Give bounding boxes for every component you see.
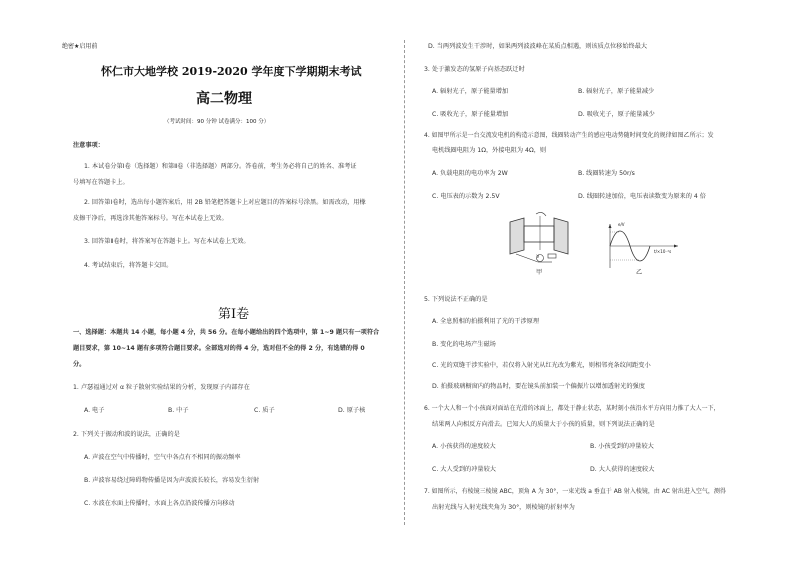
figure-yi-label: 乙 [636, 269, 643, 276]
exam-info: （考试时间：90 分钟 试卷满分：100 分） [164, 119, 270, 125]
q2-stem: 2. 下列关于振动和波的说法，正确的是 [73, 431, 180, 438]
column-divider [404, 40, 405, 525]
q1-stem: 1. 卢瑟福通过对 α 粒子散射实验结果的分析，发现原子内部存在 [73, 384, 250, 391]
notes-heading: 注意事项： [73, 142, 104, 149]
q4-stem-line: 4. 如图甲所示是一台交流发电机的构造示意图，线圈转动产生的感应电动势随时间变化的规律如图乙所示；发 [424, 132, 714, 139]
q5-option-b: B. 变化的电场产生磁场 [432, 341, 496, 348]
q2-option-d: D. 当两列波发生干涉时，如果两列波波峰在某质点相遇，则该质点位移始终最大 [428, 43, 648, 50]
q4-option-c: C. 电压表的示数为 2.5V [432, 193, 500, 200]
q4-option-d: D. 线圈转速加倍，电压表读数变为原来的 4 倍 [578, 193, 706, 200]
q2-option-a: A. 声波在空气中传播时，空气中各点有不相同的振动频率 [84, 454, 241, 461]
q5-option-a: A. 全息照相的拍摄利用了光的干涉原理 [432, 318, 540, 325]
q6-stem-line: 6. 一个大人和一个小孩面对面站在光滑的冰面上，都处于静止状态，某时刻小孩沿水平方向用力推了大人一下， [424, 405, 720, 412]
section-intro-line: 分。 [73, 361, 86, 368]
graph-x-axis-label: t/×10⁻²s [654, 249, 672, 254]
voltmeter-label: V [536, 254, 540, 259]
figure-jia-label: 甲 [536, 269, 543, 276]
note-line: 皮擦干净后，再选涂其他答案标号。写在本试卷上无效。 [73, 215, 228, 222]
emf-time-graph [602, 222, 682, 270]
q1-option-a: A. 电子 [84, 407, 105, 414]
q3-option-d: D. 吸收光子，原子能量减少 [578, 111, 655, 118]
graph-y-axis-label: e/V [618, 222, 625, 227]
q6-option-c: C. 大人受到的冲量较大 [432, 466, 496, 473]
exam-title: 怀仁市大地学校 2019-2020 学年度下学期期末考试 [101, 65, 362, 78]
q3-option-c: C. 吸收光子，原子能量增加 [432, 111, 509, 118]
section-intro-line: 一、选择题：本题共 14 小题，每小题 4 分，共 56 分。在每小题给出的四个选项中，第 1~9 题只有一项符合 [73, 329, 380, 336]
section-title: 第Ⅰ卷 [218, 307, 250, 322]
note-line: 4. 考试结束后，将答题卡交回。 [84, 262, 173, 269]
q3-option-a: A. 辐射光子，原子能量增加 [432, 88, 509, 95]
q5-option-c: C. 光的双缝干涉实验中，若仅将入射光从红光改为紫光，则相邻亮条纹间距变小 [432, 362, 651, 369]
q4-option-b: B. 线圈转速为 50r/s [578, 170, 635, 177]
q3-option-b: B. 辐射光子，原子能量减少 [578, 88, 655, 95]
q5-stem: 5. 下列说法不正确的是 [424, 296, 488, 303]
q2-option-c: C. 水波在水面上传播时，水面上各点沿波传播方向移动 [84, 500, 235, 507]
note-line: 1. 本试卷分第Ⅰ卷（选择题）和第Ⅱ卷（非选择题）两部分。答卷前，考生务必将自己的姓名、准考证 [84, 163, 357, 170]
q6-option-d: D. 大人获得的速度较大 [590, 466, 655, 473]
secret-label: 绝密★启用前 [62, 43, 98, 50]
section-intro-line: 题目要求，第 10~14 题有多项符合题目要求。全部选对的得 4 分，选对但不全的得 2 分，有选错的得 0 [73, 345, 365, 352]
q4-stem-line: 电机线圈电阻为 1Ω，外接电阻为 4Ω，则 [432, 147, 547, 154]
q2-option-b: B. 声波容易绕过障碍物传播是因为声波波长较长，容易发生衍射 [84, 477, 260, 484]
note-line: 2. 回答第Ⅰ卷时，选出每小题答案后，用 2B 铅笔把答题卡上对应题目的答案标号涂黑。如需改动，用橡 [84, 199, 366, 206]
q1-option-d: D. 原子核 [338, 407, 366, 414]
q4-option-a: A. 负载电阻的电功率为 2W [432, 170, 508, 177]
q5-option-d: D. 拍摄玻璃橱窗内的物品时，要在镜头前加装一个偏振片以增加透射光的强度 [432, 383, 645, 390]
q3-stem: 3. 处于激发态的氢原子向基态跃迁时 [424, 66, 525, 73]
q6-option-a: A. 小孩获得的速度较大 [432, 443, 496, 450]
note-line: 3. 回答第Ⅱ卷时，将答案写在答题卡上。写在本试卷上无效。 [84, 238, 250, 245]
q7-stem-line: 出射光线与入射光线夹角为 30°，则棱镜的折射率为 [432, 504, 575, 511]
q1-option-b: B. 中子 [168, 407, 189, 414]
q7-stem-line: 7. 如图所示，有棱镜三棱镜 ABC，顶角 A 为 30°，一束光线 a 垂直于 AB 射入棱镜，由 AC 射出进入空气，测得 [424, 488, 726, 495]
q1-option-c: C. 质子 [254, 407, 275, 414]
note-line: 号填写在答题卡上。 [73, 179, 129, 186]
q6-stem-line: 结果两人向相反方向滑去。已知大人的质量大于小孩的质量，则下列说法正确的是 [432, 421, 655, 428]
subject-title: 高二物理 [196, 91, 252, 107]
generator-figure [506, 210, 576, 272]
q6-option-b: B. 小孩受到的冲量较大 [590, 443, 654, 450]
